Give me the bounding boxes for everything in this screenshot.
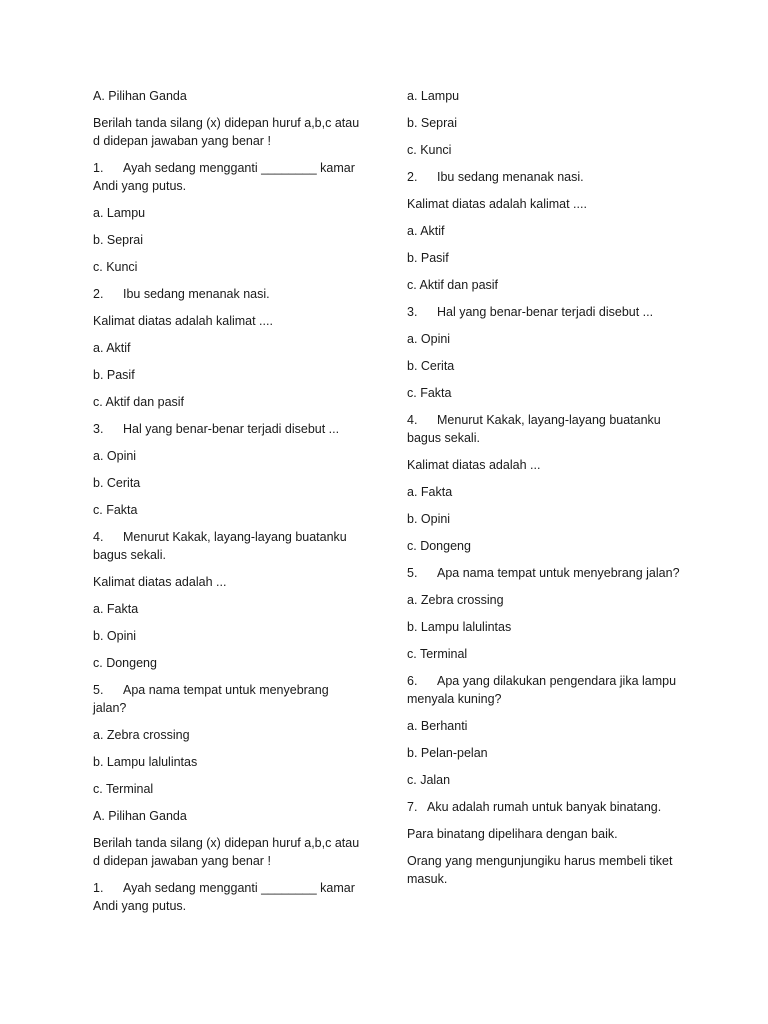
option: c. Terminal bbox=[93, 782, 154, 796]
option: a. Lampu bbox=[93, 206, 146, 220]
option: c. Aktif dan pasif bbox=[93, 395, 185, 409]
option: b. Pelan-pelan bbox=[407, 746, 488, 760]
question-number: 3. bbox=[93, 422, 104, 436]
question-text: Ibu sedang menanak nasi. bbox=[437, 170, 584, 184]
option: a. Opini bbox=[93, 449, 137, 463]
section-title: A. Pilihan Ganda bbox=[93, 89, 187, 103]
question-6 bbox=[407, 672, 689, 708]
option: c. Fakta bbox=[93, 503, 138, 517]
option: b. Opini bbox=[407, 512, 451, 526]
option: c. Kunci bbox=[93, 260, 138, 274]
question-5 bbox=[93, 681, 365, 717]
option: b. Seprai bbox=[93, 233, 144, 247]
option: b. Lampu lalulintas bbox=[93, 755, 198, 769]
question-2 bbox=[407, 168, 689, 186]
option: a. Berhanti bbox=[407, 719, 468, 733]
instruction: Berilah tanda silang (x) didepan huruf a,b,c atau d didepan jawaban yang benar ! bbox=[93, 836, 363, 868]
option: a. Fakta bbox=[93, 602, 139, 616]
option: b. Pasif bbox=[407, 251, 449, 265]
question-number: 1. bbox=[93, 881, 104, 895]
question-text: Hal yang benar-benar terjadi disebut ... bbox=[123, 422, 340, 436]
question-number: 5. bbox=[93, 683, 104, 697]
question-3 bbox=[407, 303, 689, 321]
option: b. Pasif bbox=[93, 368, 135, 382]
question-stem: Kalimat diatas adalah kalimat .... bbox=[93, 314, 273, 328]
option: b. Lampu lalulintas bbox=[407, 620, 512, 634]
question-number: 2. bbox=[407, 170, 418, 184]
option: c. Dongeng bbox=[407, 539, 471, 553]
option: a. Aktif bbox=[407, 224, 445, 238]
question-text: Apa nama tempat untuk menyebrang jalan? bbox=[93, 683, 333, 715]
option: a. Lampu bbox=[407, 89, 460, 103]
instruction: Berilah tanda silang (x) didepan huruf a,b,c atau d didepan jawaban yang benar ! bbox=[93, 116, 363, 148]
question-text: Ayah sedang mengganti ________ kamar Andi yang putus. bbox=[93, 161, 358, 193]
question-number: 6. bbox=[407, 674, 418, 688]
right-column bbox=[407, 87, 689, 897]
option: b. Cerita bbox=[93, 476, 141, 490]
question-number: 4. bbox=[407, 413, 418, 427]
question-number: 3. bbox=[407, 305, 418, 319]
question-text: Apa yang dilakukan pengendara jika lampu menyala kuning? bbox=[407, 674, 680, 706]
option: c. Kunci bbox=[407, 143, 452, 157]
option: a. Zebra crossing bbox=[93, 728, 190, 742]
question-stem: Kalimat diatas adalah ... bbox=[407, 458, 541, 472]
question-text: Ayah sedang mengganti ________ kamar Andi yang putus. bbox=[93, 881, 358, 913]
option: c. Terminal bbox=[407, 647, 468, 661]
question-text: Hal yang benar-benar terjadi disebut ... bbox=[437, 305, 654, 319]
question-5 bbox=[407, 564, 689, 582]
option: c. Aktif dan pasif bbox=[407, 278, 499, 292]
question-7 bbox=[407, 798, 689, 816]
option: b. Cerita bbox=[407, 359, 455, 373]
option: c. Dongeng bbox=[93, 656, 157, 670]
option: a. Zebra crossing bbox=[407, 593, 504, 607]
option: a. Opini bbox=[407, 332, 451, 346]
question-text: Aku adalah rumah untuk banyak binatang. bbox=[427, 800, 662, 814]
question-number: 4. bbox=[93, 530, 104, 544]
option: b. Opini bbox=[93, 629, 137, 643]
question-stem: Kalimat diatas adalah ... bbox=[93, 575, 227, 589]
question-text: Ibu sedang menanak nasi. bbox=[123, 287, 270, 301]
question-number: 1. bbox=[93, 161, 104, 175]
option: c. Fakta bbox=[407, 386, 452, 400]
option: b. Seprai bbox=[407, 116, 458, 130]
question-4 bbox=[93, 528, 365, 564]
question-2 bbox=[93, 285, 365, 303]
question-number: 2. bbox=[93, 287, 104, 301]
question-text-line: Para binatang dipelihara dengan baik. bbox=[407, 827, 618, 841]
question-number: 5. bbox=[407, 566, 418, 580]
question-4 bbox=[407, 411, 689, 447]
question-3 bbox=[93, 420, 365, 438]
question-number: 7. bbox=[407, 800, 418, 814]
option: a. Fakta bbox=[407, 485, 453, 499]
option: a. Aktif bbox=[93, 341, 131, 355]
question-text: Menurut Kakak, layang-layang buatanku bagus sekali. bbox=[93, 530, 351, 562]
question-text: Apa nama tempat untuk menyebrang jalan? bbox=[437, 566, 680, 580]
question-text-line: Orang yang mengunjungiku harus membeli tiket masuk. bbox=[407, 854, 676, 886]
question-1 bbox=[93, 159, 365, 195]
option: c. Jalan bbox=[407, 773, 451, 787]
question-text: Menurut Kakak, layang-layang buatanku bagus sekali. bbox=[407, 413, 665, 445]
question-1 bbox=[93, 879, 365, 915]
section-title: A. Pilihan Ganda bbox=[93, 809, 187, 823]
left-column bbox=[93, 87, 365, 924]
question-stem: Kalimat diatas adalah kalimat .... bbox=[407, 197, 587, 211]
